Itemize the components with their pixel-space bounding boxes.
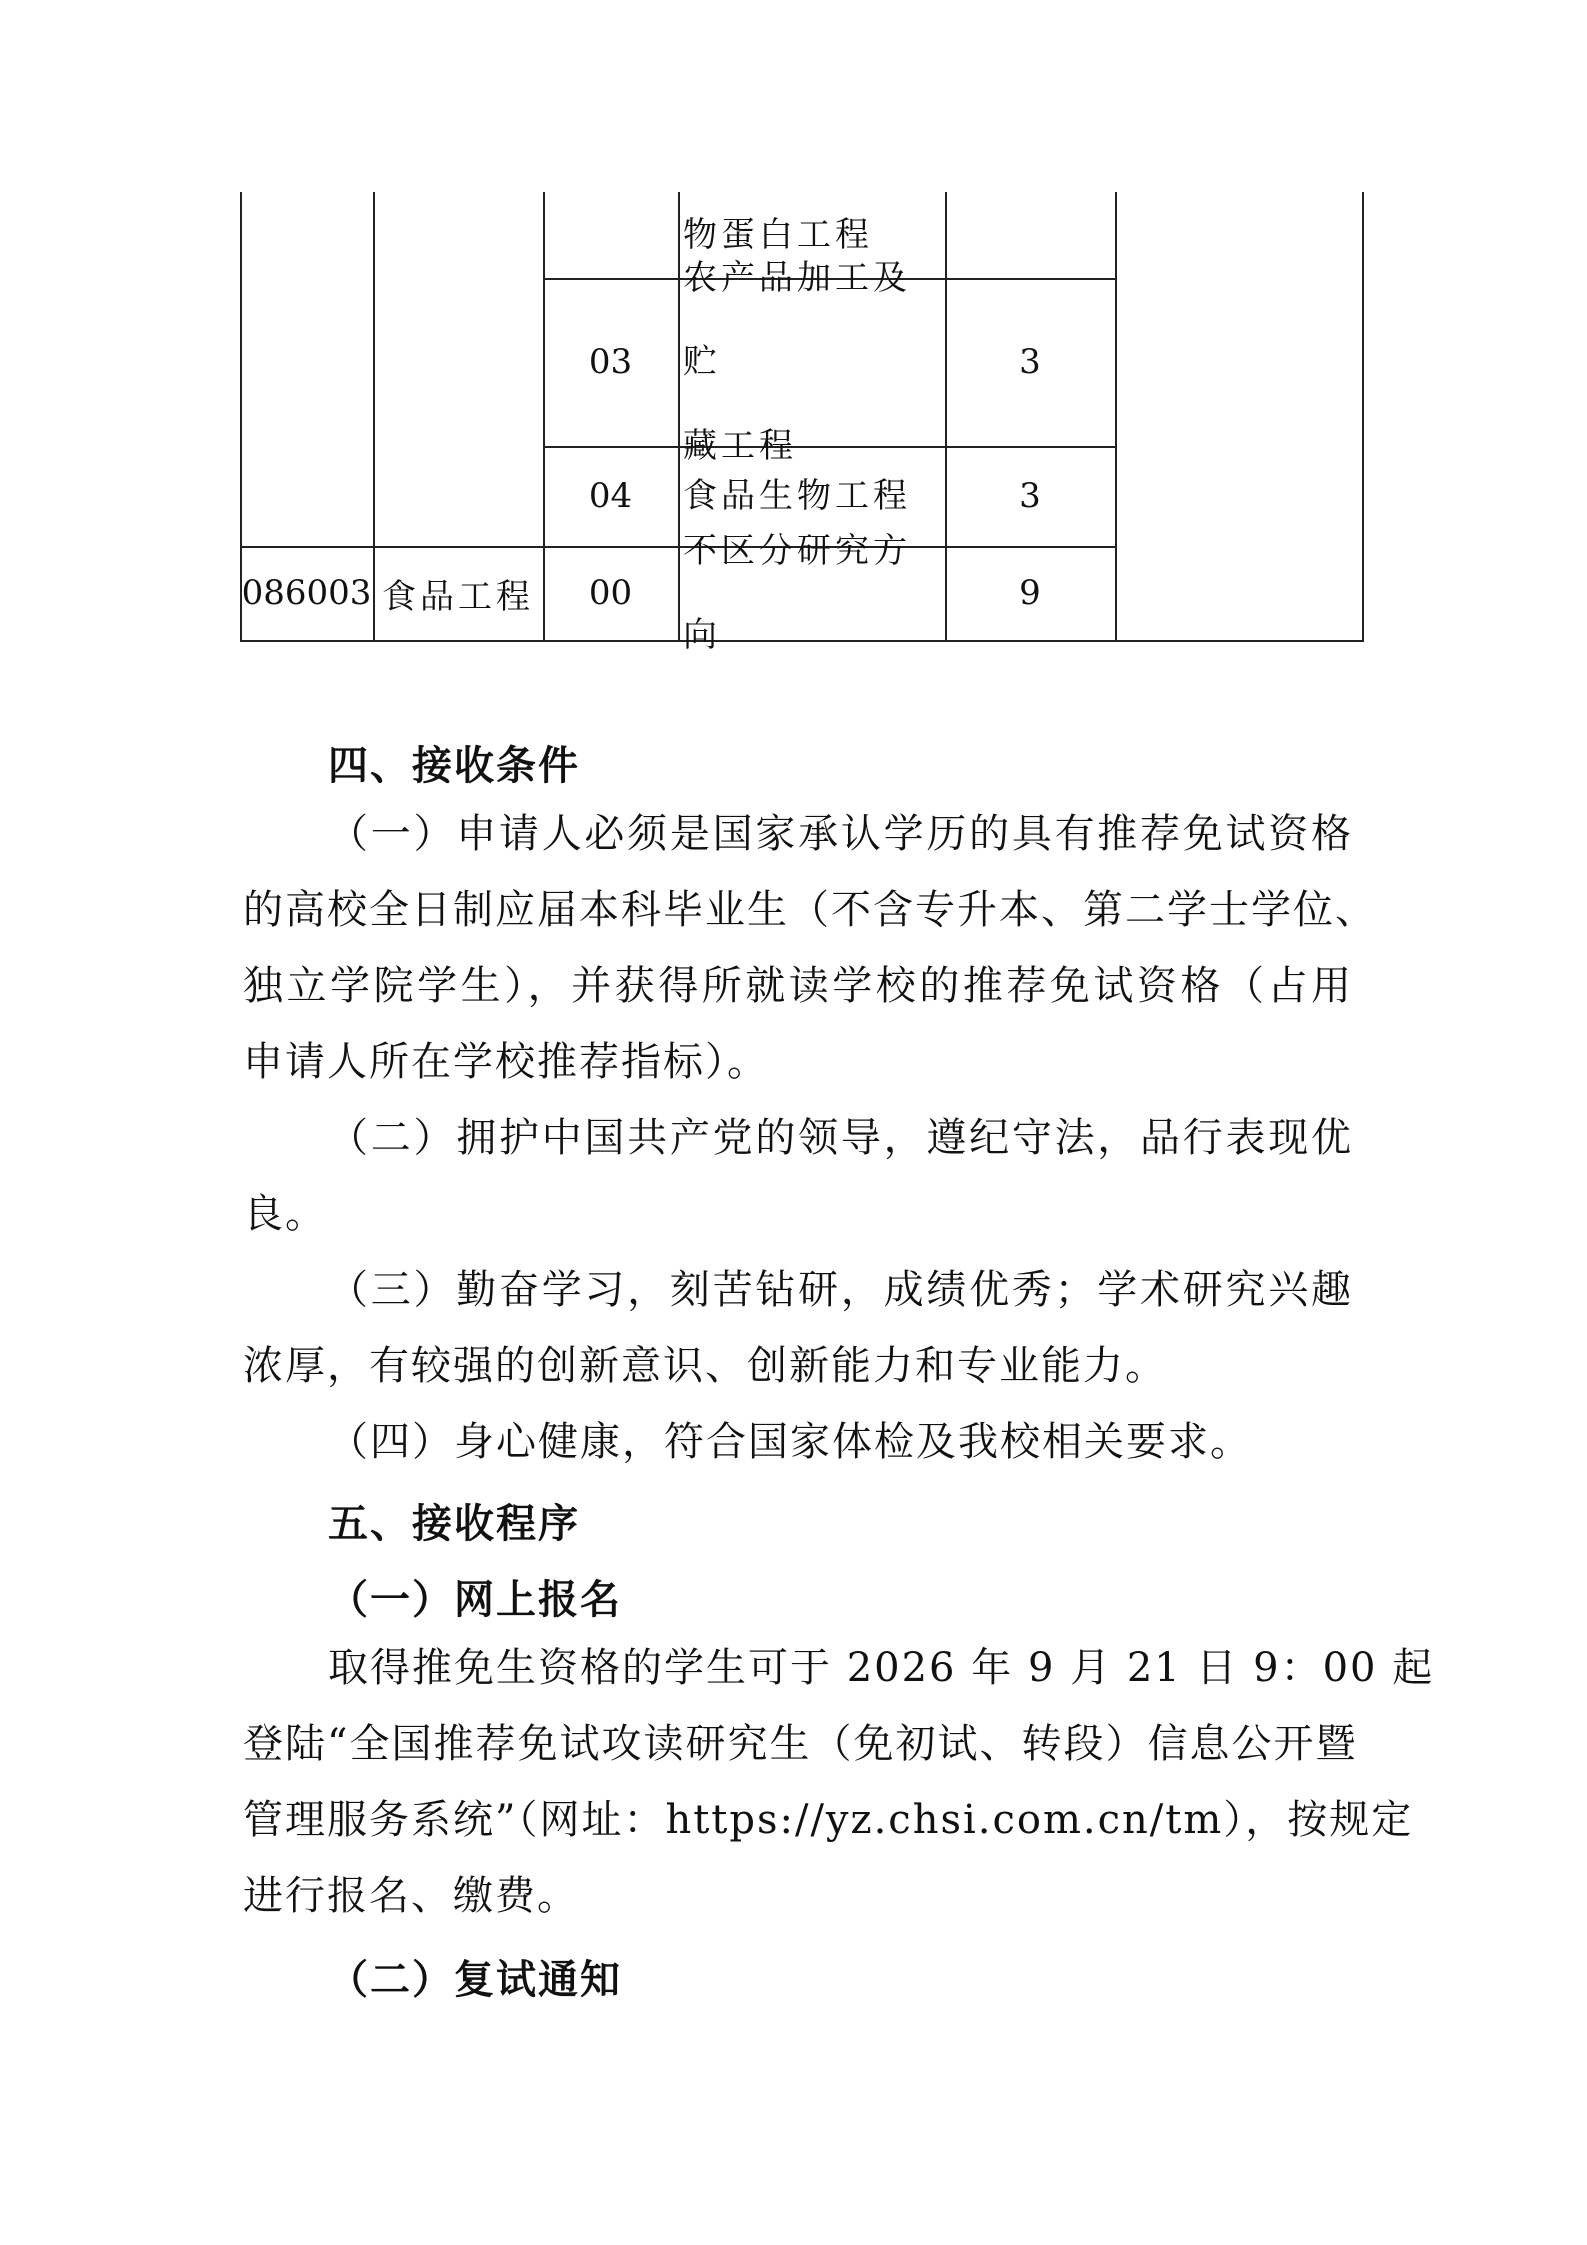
paragraph-line: 进行报名、缴费。 xyxy=(243,1873,579,1919)
cell-text: 藏工程 xyxy=(683,426,797,466)
paragraph-line: （二）拥护中国共产党的领导，遵纪守法，品行表现优 xyxy=(328,1115,1353,1161)
table-cell-direction xyxy=(678,531,945,655)
section-heading-procedure: 五、接收程序 xyxy=(328,1500,580,1547)
paragraph-line: （三）勤奋学习，刻苦钻研，成绩优秀；学术研究兴趣 xyxy=(328,1267,1353,1313)
paragraph-line: 的高校全日制应届本科毕业生（不含专升本、第二学士学位、 xyxy=(243,887,1377,933)
table-border-right xyxy=(1362,192,1364,642)
paragraph-line: 良。 xyxy=(243,1191,327,1237)
table-cell-quota: 3 xyxy=(1019,342,1041,382)
table-cell-major-code: 086003 xyxy=(241,573,372,613)
table-cell-quota: 3 xyxy=(1019,476,1041,516)
table-cell-major-name: 食品工程 xyxy=(382,576,534,617)
table-divider xyxy=(1115,192,1117,642)
table-cell-quota: 9 xyxy=(1019,573,1041,613)
subsection-heading-online-registration: （一）网上报名 xyxy=(328,1576,622,1623)
subsection-heading-retest-notice: （二）复试通知 xyxy=(328,1956,622,2003)
paragraph-line: 浓厚，有较强的创新意识、创新能力和专业能力。 xyxy=(243,1343,1167,1389)
cell-text: 农产品加工及贮 xyxy=(683,258,911,382)
paragraph-line: 管理服务系统”（网址：https://yz.chsi.com.cn/tm），按规定 xyxy=(243,1797,1414,1843)
paragraph-line: 申请人所在学校推荐指标）。 xyxy=(243,1039,769,1085)
table-cell-dir-code: 04 xyxy=(588,476,633,516)
paragraph-line: 独立学院学生），并获得所就读学校的推荐免试资格（占用 xyxy=(243,963,1353,1009)
paragraph-line: （四）身心健康，符合国家体检及我校相关要求。 xyxy=(328,1419,1252,1465)
paragraph-line: （一）申请人必须是国家承认学历的具有推荐免试资格 xyxy=(328,811,1353,857)
cell-text: 不区分研究方向 xyxy=(683,531,911,655)
table-cell-dir-code: 03 xyxy=(588,342,633,382)
table-cell-direction xyxy=(678,258,945,466)
cell-text: 物蛋白工程 xyxy=(683,215,873,255)
table-cell-dir-code: 00 xyxy=(588,573,633,613)
paragraph-line: 登陆“全国推荐免试攻读研究生（免初试、转段）信息公开暨 xyxy=(243,1721,1358,1767)
cell-text: 食品生物工程 xyxy=(683,476,911,516)
section-heading-conditions: 四、接收条件 xyxy=(328,742,580,789)
paragraph-line: 取得推免生资格的学生可于 2026 年 9 月 21 日 9：00 起 xyxy=(328,1645,1435,1691)
